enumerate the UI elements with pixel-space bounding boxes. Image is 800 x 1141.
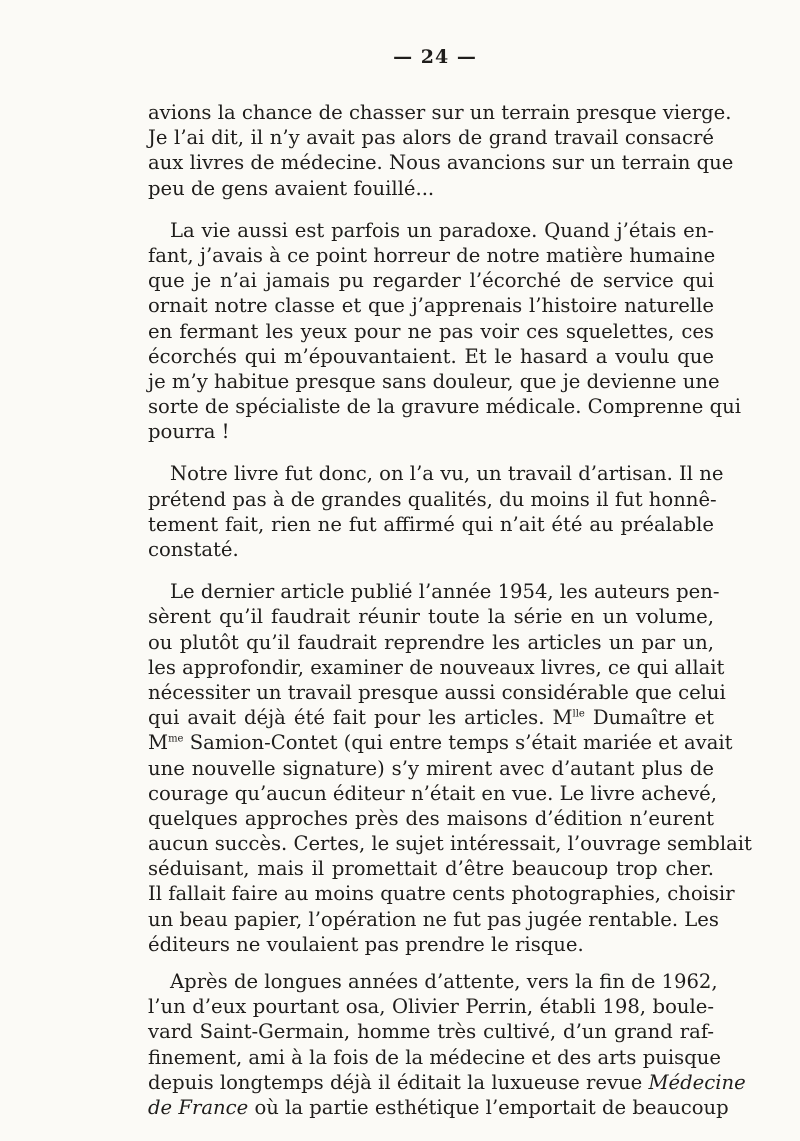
text-line: courage qu’aucun éditeur n’était en vue. Le livre achevé, xyxy=(148,781,717,805)
text-line: ornait notre classe et que j’apprenais l’histoire naturelle xyxy=(148,294,714,318)
text-line: Il fallait faire au moins quatre cents photographies, choisir xyxy=(148,882,735,906)
text-line: Après de longues années d’attente, vers la fin de 1962, xyxy=(170,970,718,993)
text-line: de France où la partie esthétique l’emportait de beaucoup xyxy=(148,1095,729,1119)
text-line: qui avait déjà été fait pour les articles. $M^{lle}$ Dumaître et xyxy=(148,706,714,730)
text-line: $M^{me}$ Samion-Contet (qui entre temps s’était mariée et avait xyxy=(148,731,733,755)
text-line: constaté. xyxy=(148,538,239,561)
text-line: Le dernier article publié l’année 1954, les auteurs pen- xyxy=(170,580,720,604)
text-line: ou plutôt qu’il faudrait reprendre les articles un par un, xyxy=(148,630,714,654)
text-line: peu de gens avaient fouillé... xyxy=(148,176,435,200)
text-line: l’un d’eux pourtant osa, Olivier Perrin, établi 198, boule- xyxy=(148,995,714,1019)
text-line: Notre livre fut donc, on l’a vu, un travail d’artisan. Il ne xyxy=(170,462,724,486)
text-line: Je l’ai dit, il n’y avait pas alors de grand travail consacré xyxy=(148,126,714,150)
text-line: une nouvelle signature) s’y mirent avec d’autant plus de xyxy=(148,756,714,780)
text-line: aux livres de médecine. Nous avancions sur un terrain que xyxy=(148,151,734,175)
page-text xyxy=(148,100,752,1120)
text-line: tement fait, rien ne fut affirmé qui n’ait été au préalable xyxy=(148,512,714,536)
paragraph-5 xyxy=(148,969,746,1120)
text-line: que je n’ai jamais pu regarder l’écorché de service qui xyxy=(148,269,714,293)
text-line: depuis longtemps déjà il éditait la luxueuse revue Médecine xyxy=(148,1070,746,1094)
text-line: La vie aussi est parfois un paradoxe. Quand j’étais en- xyxy=(170,218,714,242)
text-line: un beau papier, l’opération ne fut pas jugée rentable. Les xyxy=(148,907,719,931)
text-line: avions la chance de chasser sur un terrain presque vierge. xyxy=(148,101,732,124)
text-line: sèrent qu’il faudrait réunir toute la série en un volume, xyxy=(148,605,714,629)
journal-title-cont: de France xyxy=(148,1095,249,1119)
text-line: pourra ! xyxy=(148,420,230,444)
text-line: prétend pas à de grandes qualités, du moins il fut honnê- xyxy=(148,487,717,511)
text-line: écorchés qui m’épouvantaient. Et le hasard a voulu que xyxy=(148,344,714,368)
text-line: séduisant, mais il promettait d’être beaucoup trop cher. xyxy=(148,857,714,881)
journal-title: Médecine xyxy=(648,1070,746,1094)
text-line: vard Saint-Germain, homme très cultivé, d’un grand raf- xyxy=(148,1020,714,1044)
text-line: quelques approches près des maisons d’édition n’eurent xyxy=(148,806,714,830)
text-line: fant, j’avais à ce point horreur de notre matière humaine xyxy=(148,243,716,267)
text-line: je m’y habitue presque sans douleur, que je devienne une xyxy=(148,369,720,393)
page-number: — 24 — xyxy=(393,46,477,68)
paragraph-3 xyxy=(148,461,724,562)
text-line: finement, ami à la fois de la médecine et des arts puisque xyxy=(148,1045,721,1069)
text-line: nécessiter un travail presque aussi considérable que celui xyxy=(148,680,726,704)
text-line: les approfondir, examiner de nouveaux livres, ce qui allait xyxy=(148,655,725,679)
paragraph-4 xyxy=(148,579,752,957)
text-line: éditeurs ne voulaient pas prendre le risque. xyxy=(148,932,584,956)
paragraph-2 xyxy=(148,218,742,445)
text-line: en fermant les yeux pour ne pas voir ces squelettes, ces xyxy=(148,319,714,343)
text-line: aucun succès. Certes, le sujet intéressait, l’ouvrage semblait xyxy=(148,832,752,856)
text-line: sorte de spécialiste de la gravure médicale. Comprenne qui xyxy=(148,395,742,419)
paragraph-1 xyxy=(148,100,734,201)
